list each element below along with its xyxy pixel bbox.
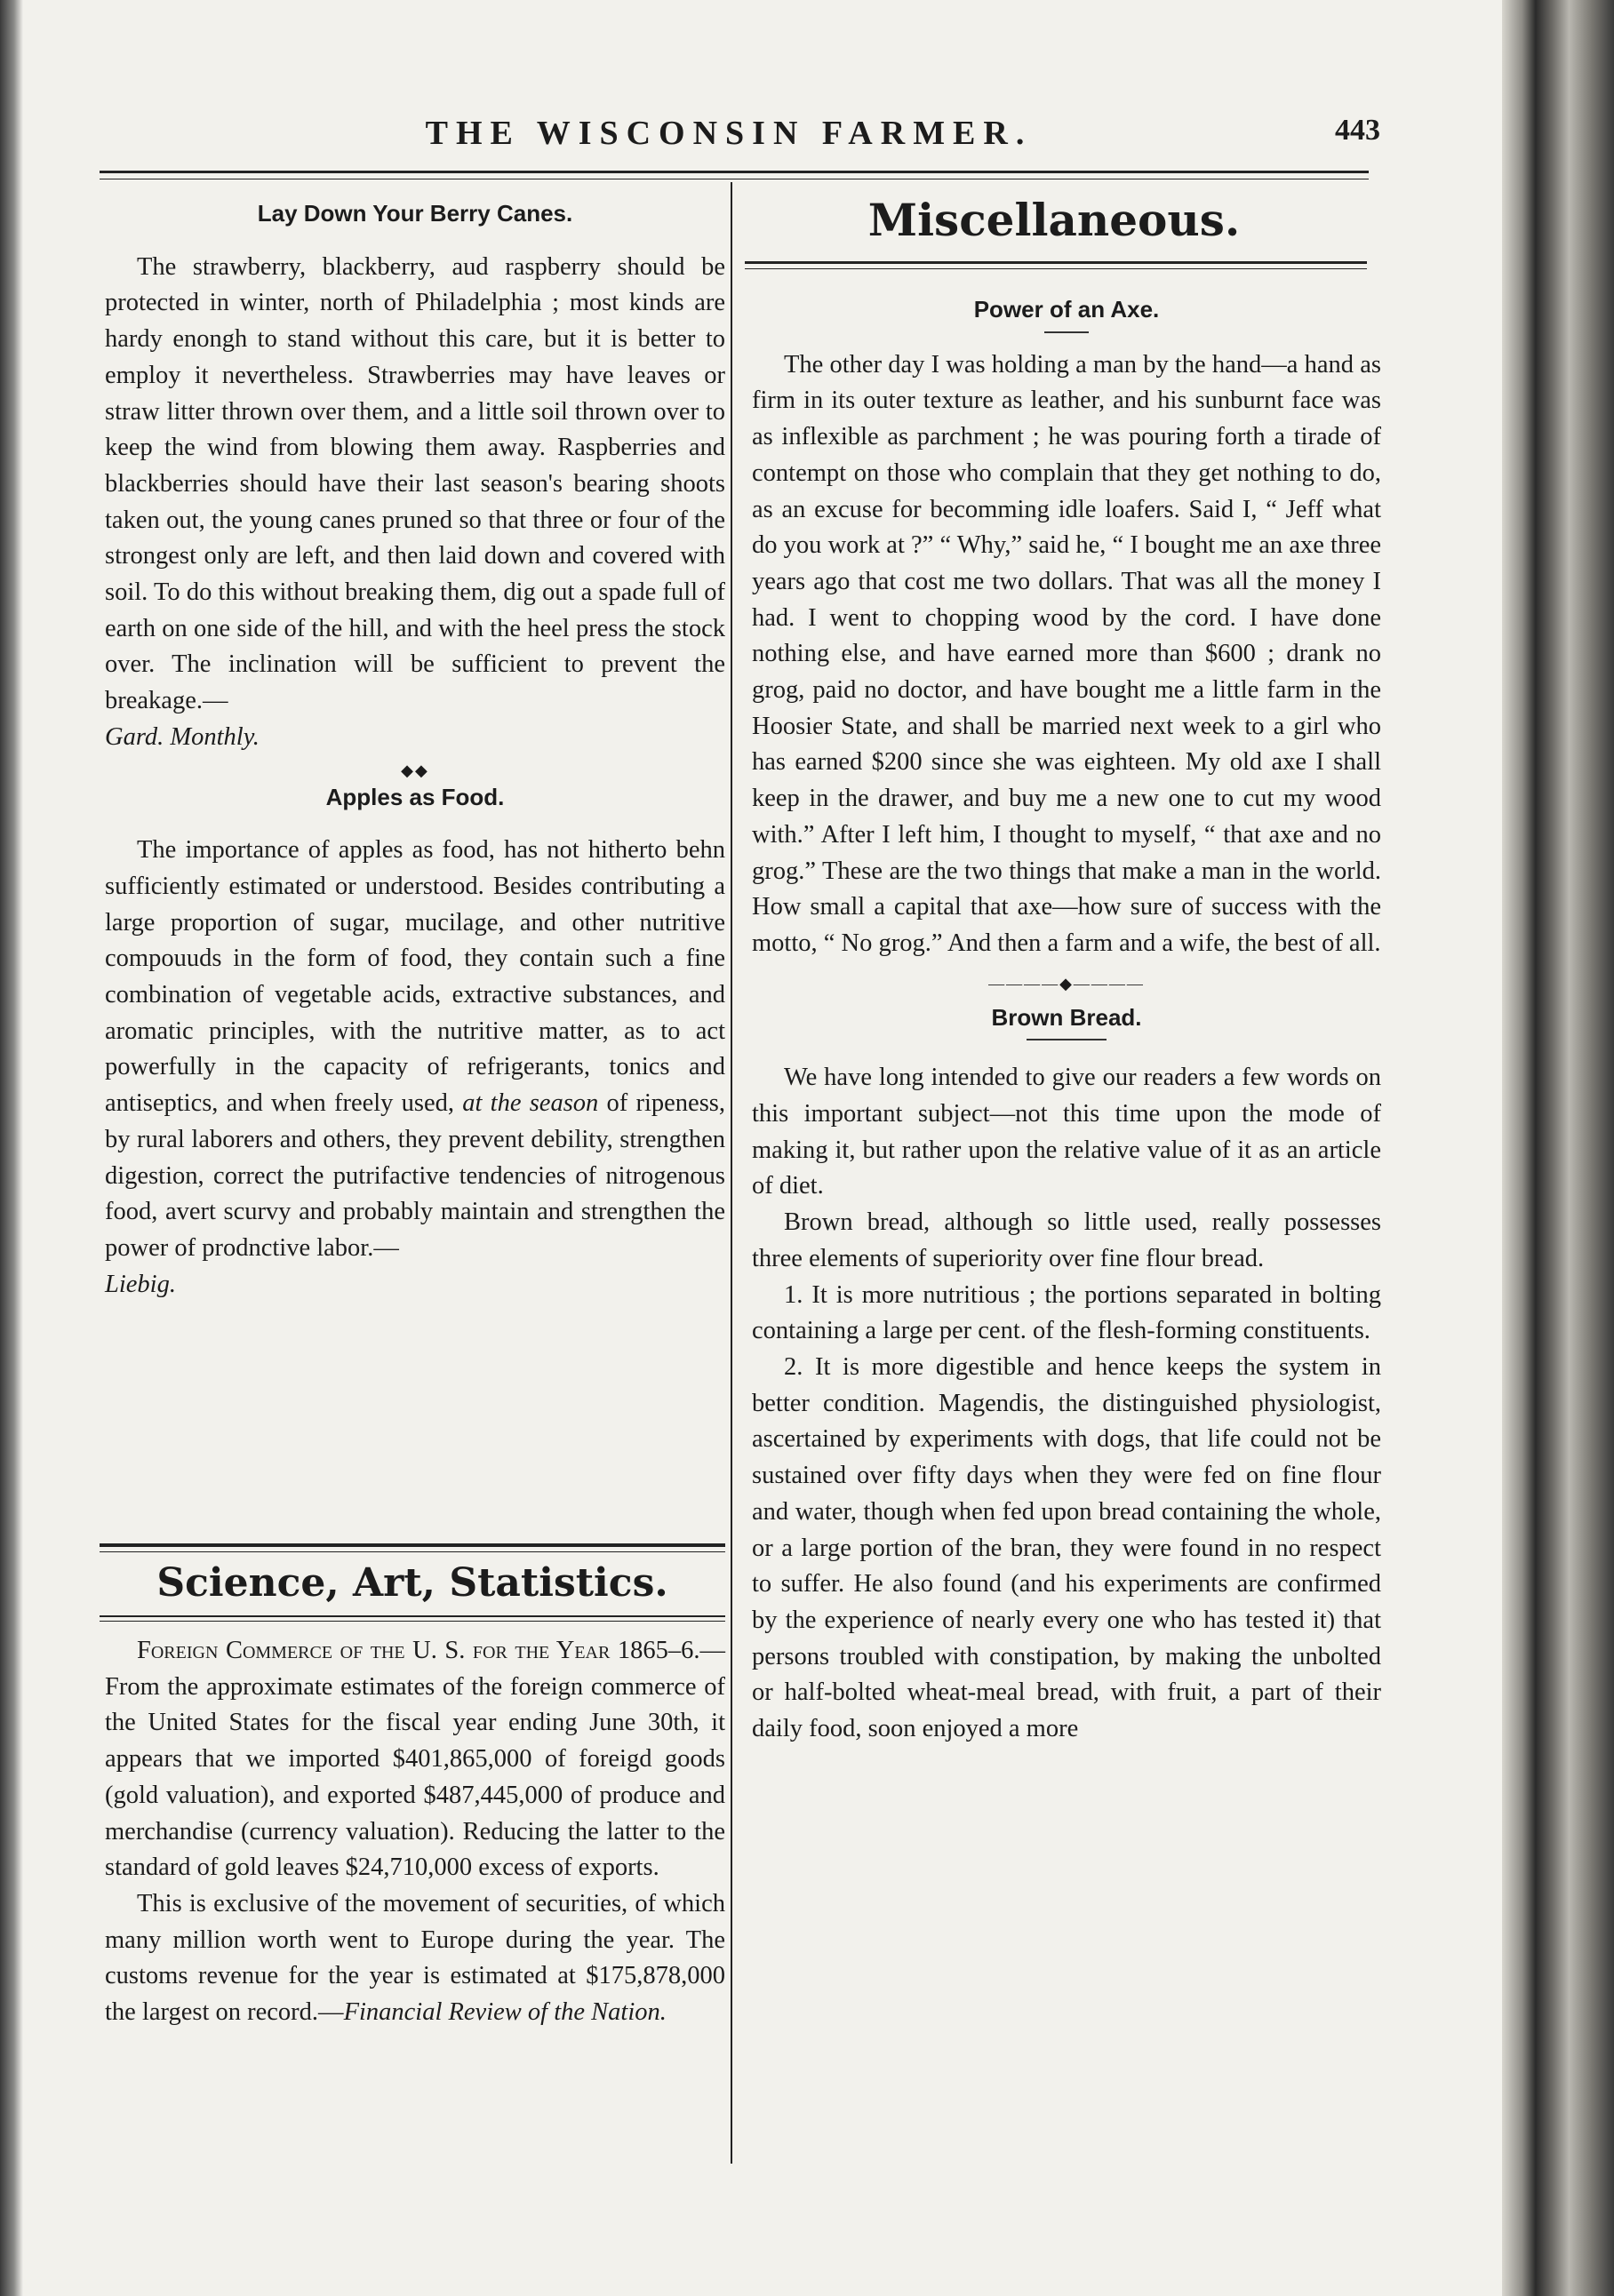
ornament-divider-right: ————◆————: [988, 974, 1145, 993]
apples-source: Liebig.: [105, 1270, 176, 1298]
section-rule-under: [100, 1615, 725, 1617]
misc-rule-thin: [745, 268, 1367, 269]
apples-emphasis: at the season: [462, 1089, 599, 1118]
section-rule-thin: [100, 1551, 725, 1552]
article-title-apples: Apples as Food.: [325, 783, 505, 810]
book-binding-edge: [1502, 0, 1614, 2296]
berry-canes-text: The strawberry, blackberry, aud raspberry should be protected in winter, north of Philadelphia ; most kinds are hardy enongh to stand without this care, but it is better to employ it nevertheless. Strawberries may have leaves or straw litter thrown over them, and a little soil thrown over to keep the wind from blowing them away. Raspberries and blackberries should have their last season's bearing shoots taken out, the young canes pruned so that three or four of the strongest only are left, and then laid down and covered with soil. To do this without breaking them, dig out a spade full of earth on one side of the hill, and with the heel press the stock over. The inclination will be sufficient to prevent the breakage.—: [105, 252, 725, 715]
brown-bread-para-3: 1. It is more nutritious ; the portions separated in bolting containing a large per cent. of the flesh-forming constituents.: [752, 1280, 1381, 1345]
left-column-lower: [105, 1633, 725, 2031]
berry-canes-source: Gard. Monthly.: [105, 722, 260, 751]
brown-bread-para-4: 2. It is more digestible and hence keeps the system in better condition. Magendis, the distinguished physiologist, ascertained by experiments with dogs, that life could not be sustained over fifty days when they were fed on fine flour and water, though when fed upon bread containing the whole, or a large portion of the bran, they were found in no respect to suffer. He also found (and his experiments are confirmed by the experience of nearly every one who has tested it) that persons troubled with constipation, by making the unbolted or half-bolted wheat-meal bread, with fruit, a part of their daily food, soon enjoyed a more: [752, 1352, 1381, 1743]
commerce-text-2: This is exclusive of the movement of securities, of which many million worth went to Europe during the year. The customs revenue for the year is estimated at $175,878,000 the largest on record.—: [105, 1889, 725, 2027]
ornament-divider: ◆◆: [401, 761, 429, 779]
article-title-berry-canes: Lay Down Your Berry Canes.: [257, 200, 573, 227]
misc-rule-thick: [745, 261, 1367, 264]
left-column: [105, 192, 725, 1303]
article-body-apples: [105, 833, 725, 1303]
section-rule-under-thin: [100, 1621, 725, 1622]
section-heading-miscellaneous: Miscellaneous.: [867, 194, 1241, 246]
article-body-commerce: [105, 1633, 725, 1886]
header-rule-thick: [100, 171, 1369, 173]
title-underline: [1044, 331, 1089, 333]
running-head: THE WISCONSIN FARMER.: [425, 115, 1033, 152]
page-number: 443: [1335, 114, 1380, 147]
right-column: [752, 291, 1381, 1748]
brown-bread-para-1: We have long intended to give our readers a few words on this important subject—not this time upon the mode of making it, but rather upon the relative value of it as an article of diet.: [752, 1064, 1381, 1200]
commerce-source: Financial Review of the Nation.: [343, 1998, 667, 2027]
section-rule-thick: [100, 1543, 725, 1547]
column-divider: [731, 182, 732, 2164]
brown-bread-para-2: Brown bread, although so little used, really possesses three elements of superiority over fine flour bread.: [752, 1208, 1381, 1272]
section-heading-science: Science, Art, Statistics.: [156, 1560, 668, 1606]
commerce-text-1: —From the approximate estimates of the foreign commerce of the United States for the fiscal year ending June 30th, it appears that we imported $401,865,000 of foreigd goods (gold valuation), and exported $487,445,000 of produce and merchandise (currency valuation). Reducing the latter to the standard of gold leaves $24,710,000 excess of exports.: [105, 1637, 725, 1882]
page-gutter-shadow: [0, 0, 23, 2296]
apples-text-2: of ripeness, by rural laborers and others, they prevent debility, strengthen digestion, correct the putrifactive tendencies of nitrogenous food, avert scurvy and probably maintain and strengthen the power of prodnctive labor.—: [105, 1089, 726, 1262]
commerce-lead: Foreign Commerce of the U. S. for the Year 1865–6.: [137, 1637, 700, 1664]
article-body-axe: The other day I was holding a man by the hand—a hand as firm in its outer texture as leather, and his sunburnt face was as inflexible as parchment ; he was pouring forth a tirade of contempt on those who complain that they get nothing to do, as an excuse for becomming idle loafers. Said I, “ Jeff what do you work at ?” “ Why,” said he, “ I bought me an axe three years ago that cost me two dollars. That was all the money I had. I went to chopping wood by the cord. I have done nothing else, and have earned more than $600 ; drank no grog, paid no doctor, and have bought me a little farm in the Hoosier State, and shall be married next week to a girl who has earned $200 since she was eighteen. My old axe I shall keep in the drawer, and buy me a new one to cut my wood with.” After I left him, I thought to myself, “ that axe and no grog.” These are the two things that make a man in the world. How small a capital that axe—how sure of success with the motto, “ No grog.” And then a farm and a wife, the best of all.: [752, 350, 1381, 957]
article-body-commerce-2: [105, 1886, 725, 2031]
title-underline: [1027, 1039, 1107, 1040]
article-body-berry-canes: [105, 250, 725, 756]
article-title-brown-bread: Brown Bread.: [991, 1003, 1142, 1031]
apples-text-1: The importance of apples as food, has not hitherto behn sufficiently estimated or understood. Besides contributing a large proportion of sugar, mucilage, and other nutritive compouuds in the form of food, they contain such a fine combination of vegetable acids, extractive substances, and aromatic principles, with the nutritive matter, as to act powerfully in the capacity of refrigerants, tonics and antiseptics, and when freely used,: [105, 836, 725, 1118]
article-title-axe: Power of an Axe.: [973, 296, 1160, 323]
